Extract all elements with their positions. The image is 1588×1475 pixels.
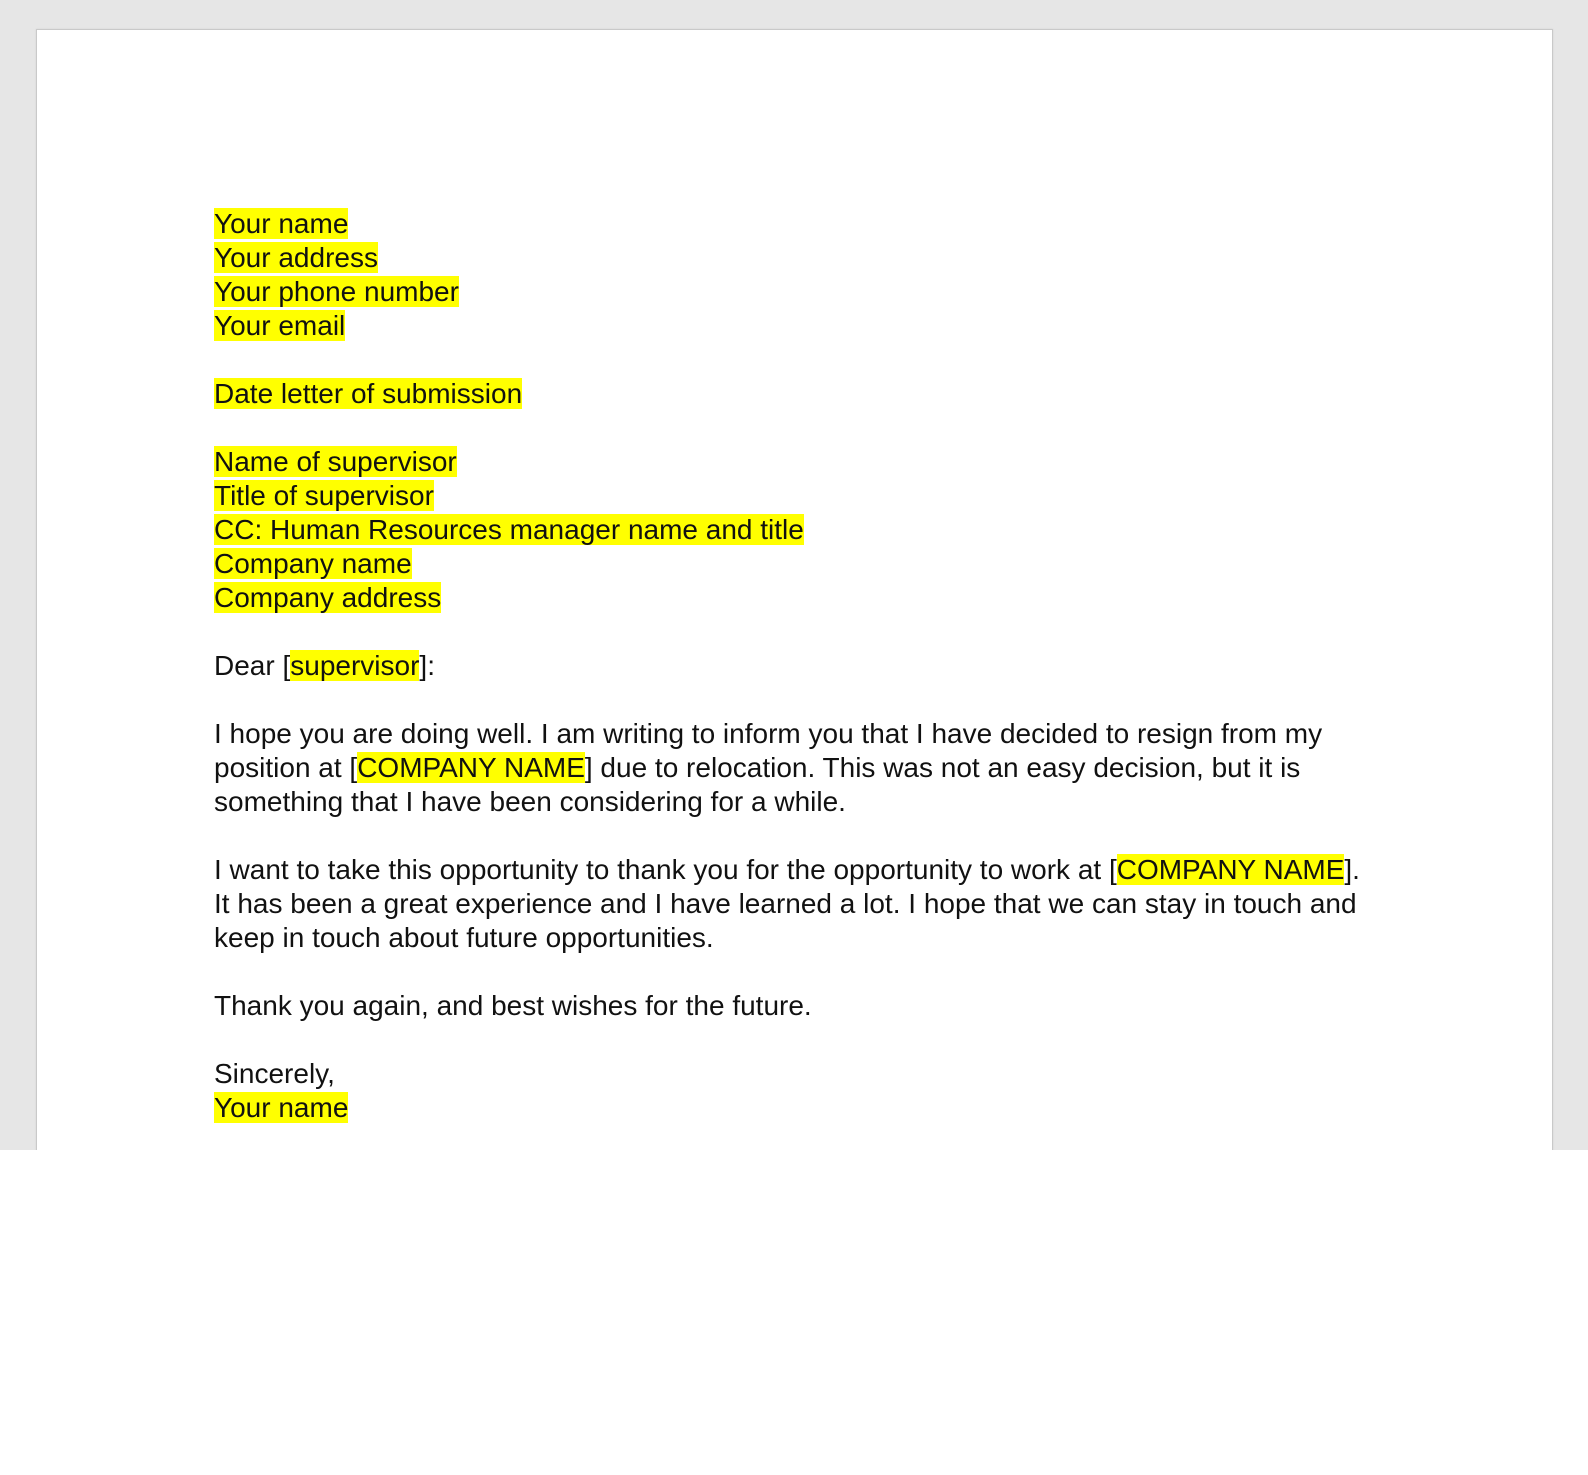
spacer (214, 411, 1364, 445)
letter-body (214, 207, 1364, 1125)
spacer (214, 615, 1364, 649)
company-name-inline-placeholder: COMPANY NAME (1116, 854, 1345, 885)
document-page (36, 29, 1553, 1150)
spacer (214, 955, 1364, 989)
salutation-supervisor-placeholder: supervisor (290, 650, 420, 681)
paragraph-closing-wishes: Thank you again, and best wishes for the future. (214, 990, 812, 1021)
sender-email-placeholder: Your email (214, 310, 346, 341)
spacer (214, 343, 1364, 377)
cc-placeholder: CC: Human Resources manager name and title (214, 514, 804, 545)
company-name-placeholder: Company name (214, 548, 412, 579)
salutation: Dear [supervisor]: (214, 650, 435, 681)
spacer (214, 819, 1364, 853)
sender-address-placeholder: Your address (214, 242, 378, 273)
date-placeholder: Date letter of submission (214, 378, 523, 409)
paragraph-resignation: I hope you are doing well. I am writing to inform you that I have decided to resign from my position at [COMPANY NAME] due to relocation. This was not an easy decision, but it is something that I have been considering for a while. (214, 718, 1323, 817)
company-address-placeholder: Company address (214, 582, 442, 613)
sender-name-placeholder: Your name (214, 208, 349, 239)
signature-name-placeholder: Your name (214, 1092, 349, 1123)
paragraph-thanks: I want to take this opportunity to thank you for the opportunity to work at [COMPANY NAME]. It has been a great experience and I have learned a lot. I hope that we can stay in touch and keep in touch about future opportunities. (214, 854, 1360, 953)
supervisor-title-placeholder: Title of supervisor (214, 480, 434, 511)
blank-area (0, 1150, 1588, 1475)
spacer (214, 683, 1364, 717)
supervisor-name-placeholder: Name of supervisor (214, 446, 457, 477)
sender-phone-placeholder: Your phone number (214, 276, 459, 307)
company-name-inline-placeholder: COMPANY NAME (357, 752, 585, 783)
closing: Sincerely, (214, 1058, 335, 1089)
spacer (214, 1023, 1364, 1057)
